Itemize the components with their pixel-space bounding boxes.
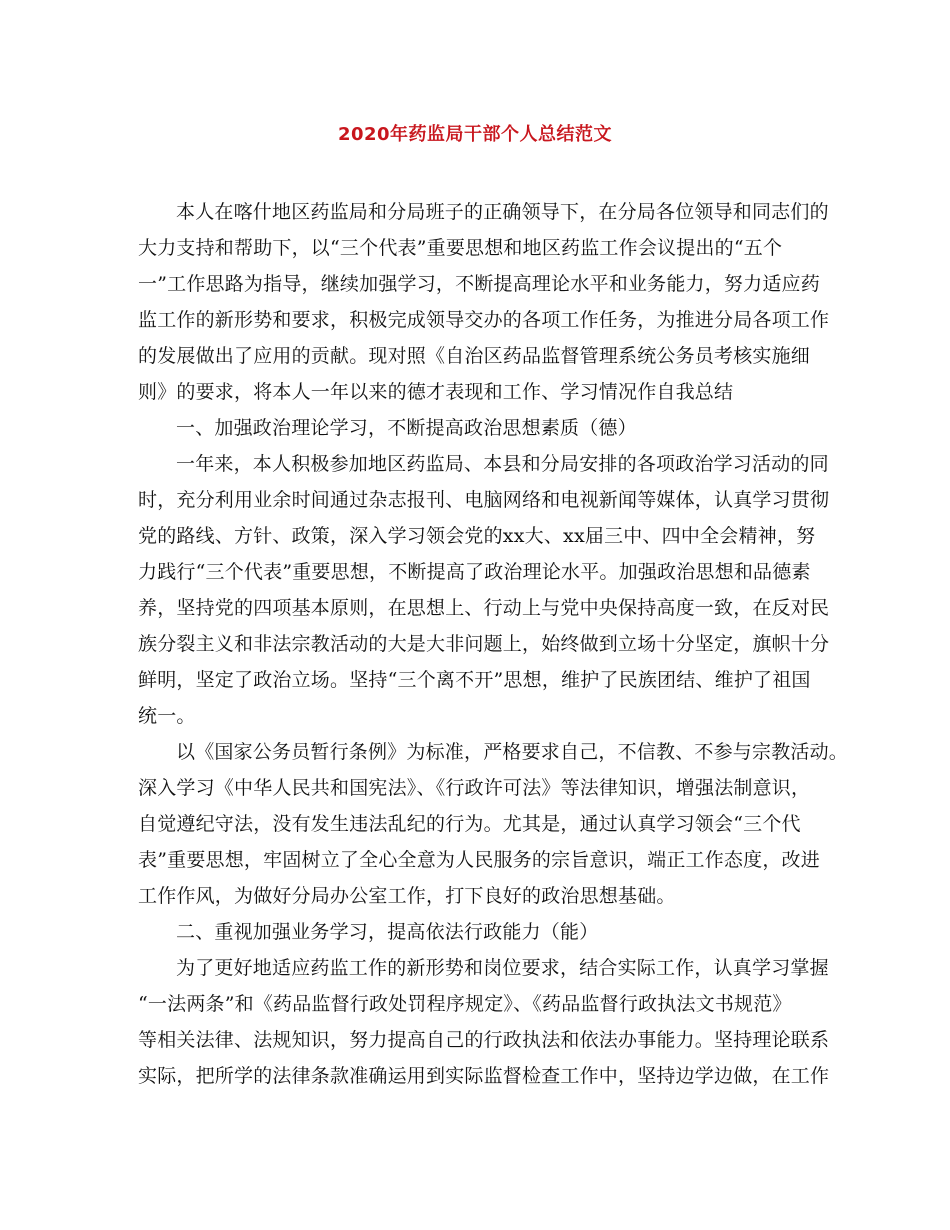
text-line: 为了更好地适应药监工作的新形势和岗位要求，结合实际工作，认真学习掌握 xyxy=(176,957,829,979)
text-line: “一法两条”和《药品监督行政处罚程序规定》、《药品监督行政执法文书规范》 xyxy=(138,993,792,1015)
text-line: 监工作的新形势和要求，积极完成领导交办的各项工作任务，为推进分局各项工作 xyxy=(138,309,830,331)
text-line: 则》的要求，将本人一年以来的德才表现和工作、学习情况作自我总结 xyxy=(138,381,734,403)
text-line: 工作作风，为做好分局办公室工作，打下良好的政治思想基础。 xyxy=(138,885,676,907)
text-line: 的发展做出了应用的贡献。现对照《自治区药品监督管理系统公务员考核实施细 xyxy=(138,345,811,367)
text-line: 养，坚持党的四项基本原则，在思想上、行动上与党中央保持高度一致，在反对民 xyxy=(138,597,830,619)
text-line: 表”重要思想，牢固树立了全心全意为人民服务的宗旨意识，端正工作态度，改进 xyxy=(138,849,820,871)
text-line: 统一。 xyxy=(138,705,196,727)
text-line: 自觉遵纪守法，没有发生违法乱纪的行为。尤其是，通过认真学习领会“三个代 xyxy=(138,813,801,835)
text-line: 时，充分利用业余时间通过杂志报刊、电脑网络和电视新闻等媒体，认真学习贯彻 xyxy=(138,489,830,511)
text-line: 党的路线、方针、政策，深入学习领会党的xx大、xx届三中、四中全会精神，努 xyxy=(138,525,816,547)
text-line: 大力支持和帮助下，以“三个代表”重要思想和地区药监工作会议提出的“五个 xyxy=(138,237,783,259)
text-line: 本人在喀什地区药监局和分局班子的正确领导下，在分局各位领导和同志们的 xyxy=(176,201,829,223)
text-line: 二、重视加强业务学习，提高依法行政能力（能） xyxy=(176,921,599,943)
text-line: 力践行“三个代表”重要思想，不断提高了政治理论水平。加强政治思想和品德素 xyxy=(138,561,811,583)
document-body xyxy=(138,194,849,1094)
text-line: 一”工作思路为指导，继续加强学习，不断提高理论水平和业务能力，努力适应药 xyxy=(138,273,820,295)
text-line: 等相关法律、法规知识，努力提高自己的行政执法和依法办事能力。坚持理论联系 xyxy=(138,1029,830,1051)
text-line: 一年来，本人积极参加地区药监局、本县和分局安排的各项政治学习活动的同 xyxy=(176,453,829,475)
text-line: 一、加强政治理论学习，不断提高政治思想素质（德） xyxy=(176,417,637,439)
text-line: 族分裂主义和非法宗教活动的大是大非问题上，始终做到立场十分坚定，旗帜十分 xyxy=(138,633,830,655)
text-line: 深入学习《中华人民共和国宪法》、《行政许可法》等法律知识，增强法制意识， xyxy=(138,777,811,799)
text-line: 实际，把所学的法律条款准确运用到实际监督检查工作中，坚持边学边做，在工作 xyxy=(138,1065,830,1087)
text-line: 鲜明，坚定了政治立场。坚持“三个离不开”思想，维护了民族团结、维护了祖国 xyxy=(138,669,811,691)
document-title: 2020年药监局干部个人总结范文 xyxy=(337,124,613,145)
text-line: 以《国家公务员暂行条例》为标准，严格要求自己，不信教、不参与宗教活动。 xyxy=(176,741,849,763)
